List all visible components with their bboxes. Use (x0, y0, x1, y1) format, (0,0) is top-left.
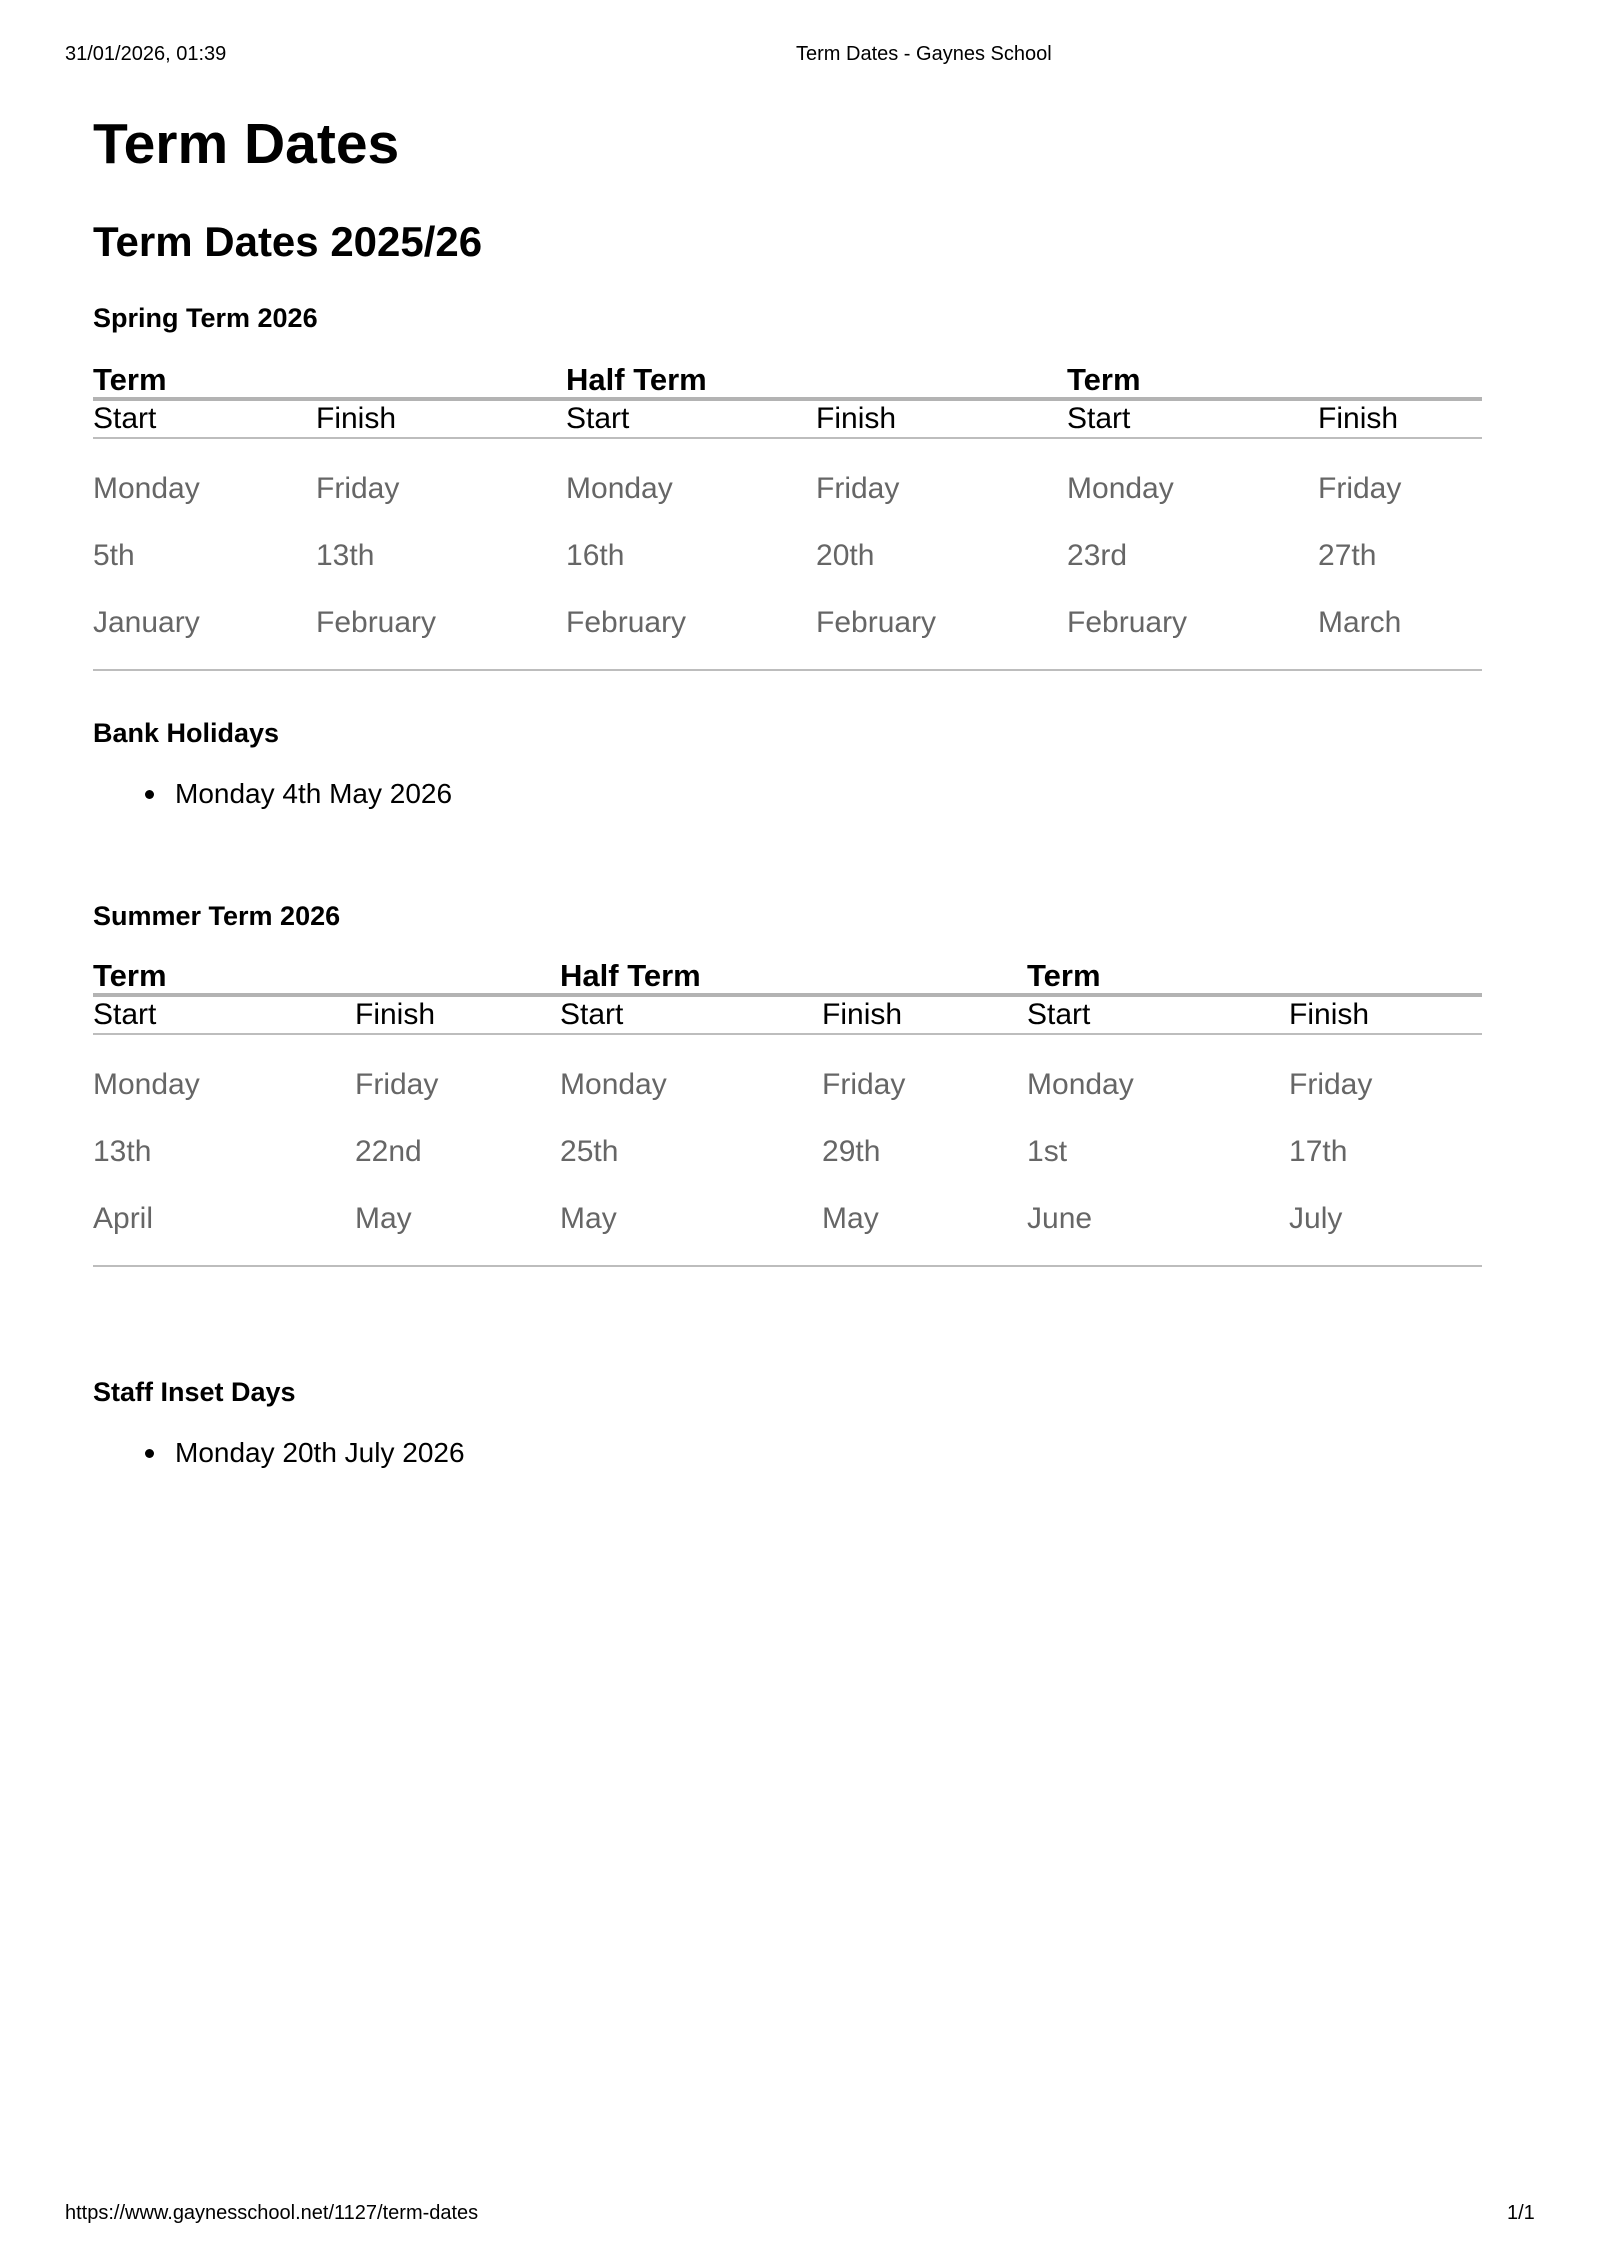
bullet-icon (145, 1449, 154, 1458)
table-cell: Monday (93, 1068, 200, 1101)
column-header: Finish (822, 995, 1027, 1034)
table-cell: Monday (93, 472, 200, 505)
table-cell: Monday (560, 1068, 667, 1101)
table-cell: Friday (822, 1068, 906, 1101)
table-cell: 1st (1027, 1135, 1068, 1168)
column-header: Finish (816, 399, 1067, 438)
table-cell: Monday (566, 472, 673, 505)
column-header-row (93, 399, 1482, 438)
column-header: Finish (1318, 399, 1482, 438)
bank-holidays-heading: Bank Holidays (93, 718, 280, 748)
table-cell: Friday (1289, 1068, 1373, 1101)
print-datetime: 31/01/2026, 01:39 (65, 43, 227, 65)
group-header-term: Term (93, 959, 560, 995)
table-cell: 25th (560, 1135, 619, 1168)
table-cell: May (355, 1202, 412, 1235)
page-title: Term Dates (93, 112, 400, 176)
table-row-weekday (93, 455, 1482, 522)
table-cell: 23rd (1067, 539, 1128, 572)
group-header-row (93, 959, 1482, 995)
column-header: Finish (316, 399, 566, 438)
column-header: Start (1067, 399, 1318, 438)
table-cell: 13th (316, 539, 375, 572)
table-cell: 29th (822, 1135, 881, 1168)
table-row-day (93, 522, 1482, 589)
summer-term-table (93, 959, 1482, 1267)
table-cell: Monday (1027, 1068, 1134, 1101)
list-item (93, 778, 452, 810)
print-url: https://www.gaynesschool.net/1127/term-dates (65, 2202, 479, 2224)
table-cell: 5th (93, 539, 135, 572)
spring-term-heading: Spring Term 2026 (93, 303, 318, 333)
group-header-term: Term (93, 363, 566, 399)
table-cell: 17th (1289, 1135, 1348, 1168)
print-page-title: Term Dates - Gaynes School (796, 43, 1052, 65)
table-cell: Friday (1318, 472, 1402, 505)
table-cell: Friday (316, 472, 400, 505)
print-page-count: 1/1 (1507, 2202, 1535, 2224)
bank-holidays-list (93, 778, 452, 810)
list-item (93, 1437, 465, 1469)
table-row-month (93, 1185, 1482, 1252)
summer-term-heading: Summer Term 2026 (93, 901, 341, 931)
table-row-day (93, 1118, 1482, 1185)
table-cell: May (822, 1202, 879, 1235)
table-cell: 20th (816, 539, 875, 572)
spring-term-table (93, 363, 1482, 671)
group-header-term: Term (1067, 363, 1482, 399)
table-cell: Monday (1067, 472, 1174, 505)
column-header: Start (566, 399, 816, 438)
column-header: Start (93, 995, 355, 1034)
table-cell: 16th (566, 539, 625, 572)
group-header-half-term: Half Term (560, 959, 1027, 995)
column-header: Start (560, 995, 822, 1034)
table-cell: January (93, 606, 200, 639)
table-cell: February (816, 606, 937, 639)
list-item-text: Monday 4th May 2026 (175, 778, 453, 809)
table-row-weekday (93, 1051, 1482, 1118)
group-header-half-term: Half Term (566, 363, 1067, 399)
table-cell: July (1289, 1202, 1343, 1235)
column-header: Start (1027, 995, 1289, 1034)
table-cell: April (93, 1202, 154, 1235)
staff-inset-days-list (93, 1437, 465, 1469)
bullet-icon (145, 790, 154, 799)
table-cell: Friday (816, 472, 900, 505)
table-cell: May (560, 1202, 617, 1235)
column-header: Finish (1289, 995, 1482, 1034)
list-item-text: Monday 20th July 2026 (175, 1437, 465, 1468)
table-cell: February (316, 606, 437, 639)
page-subtitle: Term Dates 2025/26 (93, 218, 483, 265)
column-header: Start (93, 399, 316, 438)
table-cell: February (1067, 606, 1188, 639)
table-cell: 27th (1318, 539, 1377, 572)
table-cell: June (1027, 1202, 1093, 1235)
group-header-term: Term (1027, 959, 1482, 995)
table-cell: 22nd (355, 1135, 422, 1168)
group-header-row (93, 363, 1482, 399)
table-cell: 13th (93, 1135, 152, 1168)
table-row-month (93, 589, 1482, 656)
table-cell: Friday (355, 1068, 439, 1101)
table-cell: March (1318, 606, 1402, 639)
column-header-row (93, 995, 1482, 1034)
staff-inset-days-heading: Staff Inset Days (93, 1377, 296, 1407)
table-cell: February (566, 606, 687, 639)
column-header: Finish (355, 995, 560, 1034)
